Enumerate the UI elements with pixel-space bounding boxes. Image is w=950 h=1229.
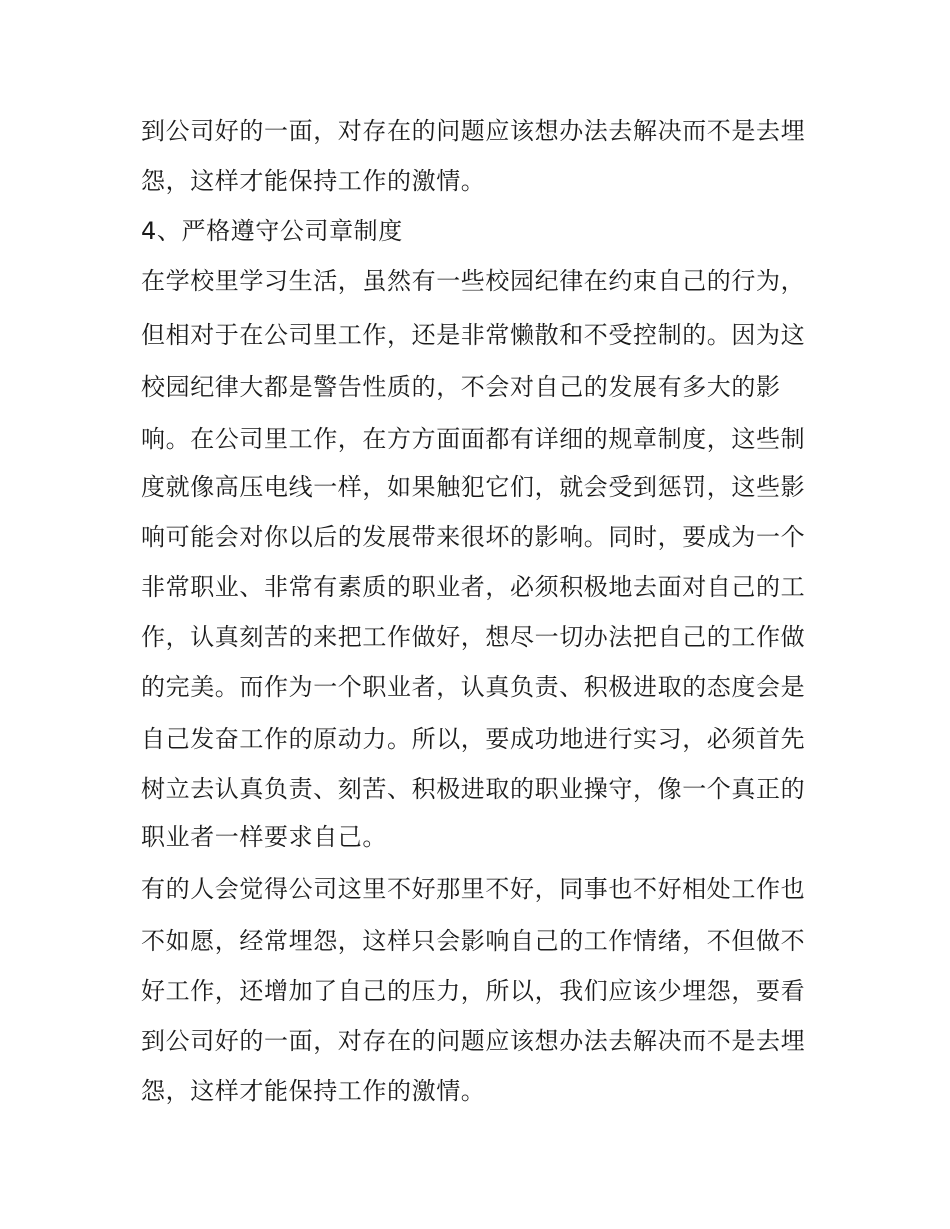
- text-line-7: 响。在公司里工作，在方方面面都有详细的规章制度，这些制: [141, 425, 806, 453]
- text-line-17: 不如愿，经常埋怨，这样只会影响自己的工作情绪，不但做不: [141, 927, 806, 955]
- text-line-9: 响可能会对你以后的发展带来很坏的影响。同时，要成为一个: [141, 523, 806, 551]
- text-line-5: 但相对于在公司里工作，还是非常懒散和不受控制的。因为这: [141, 321, 806, 349]
- text-line-4: 在学校里学习生活，虽然有一些校园纪律在约束自己的行为，: [141, 267, 806, 295]
- text-line-20: 怨，这样才能保持工作的激情。: [141, 1077, 486, 1105]
- text-line-11: 作，认真刻苦的来把工作做好，想尽一切办法把自己的工作做: [141, 623, 806, 651]
- text-line-10: 非常职业、非常有素质的职业者，必须积极地去面对自己的工: [141, 573, 806, 601]
- text-line-8: 度就像高压电线一样，如果触犯它们，就会受到惩罚，这些影: [141, 473, 806, 501]
- text-line-6: 校园纪律大都是警告性质的，不会对自己的发展有多大的影: [141, 373, 781, 401]
- text-line-14: 树立去认真负责、刻苦、积极进取的职业操守，像一个真正的: [141, 775, 806, 803]
- text-line-12: 的完美。而作为一个职业者，认真负责、积极进取的态度会是: [141, 673, 806, 701]
- text-line-1: 到公司好的一面，对存在的问题应该想办法去解决而不是去埋: [141, 117, 806, 145]
- text-line-16: 有的人会觉得公司这里不好那里不好，同事也不好相处工作也: [141, 875, 806, 903]
- text-line-13: 自己发奋工作的原动力。所以，要成功地进行实习，必须首先: [141, 725, 806, 753]
- text-line-18: 好工作，还增加了自己的压力，所以，我们应该少埋怨，要看: [141, 977, 806, 1005]
- section-heading: 4、严格遵守公司章制度: [141, 217, 403, 245]
- text-line-2: 怨，这样才能保持工作的激情。: [141, 167, 486, 195]
- text-line-19: 到公司好的一面，对存在的问题应该想办法去解决而不是去埋: [141, 1027, 806, 1055]
- text-line-15: 职业者一样要求自己。: [141, 823, 387, 851]
